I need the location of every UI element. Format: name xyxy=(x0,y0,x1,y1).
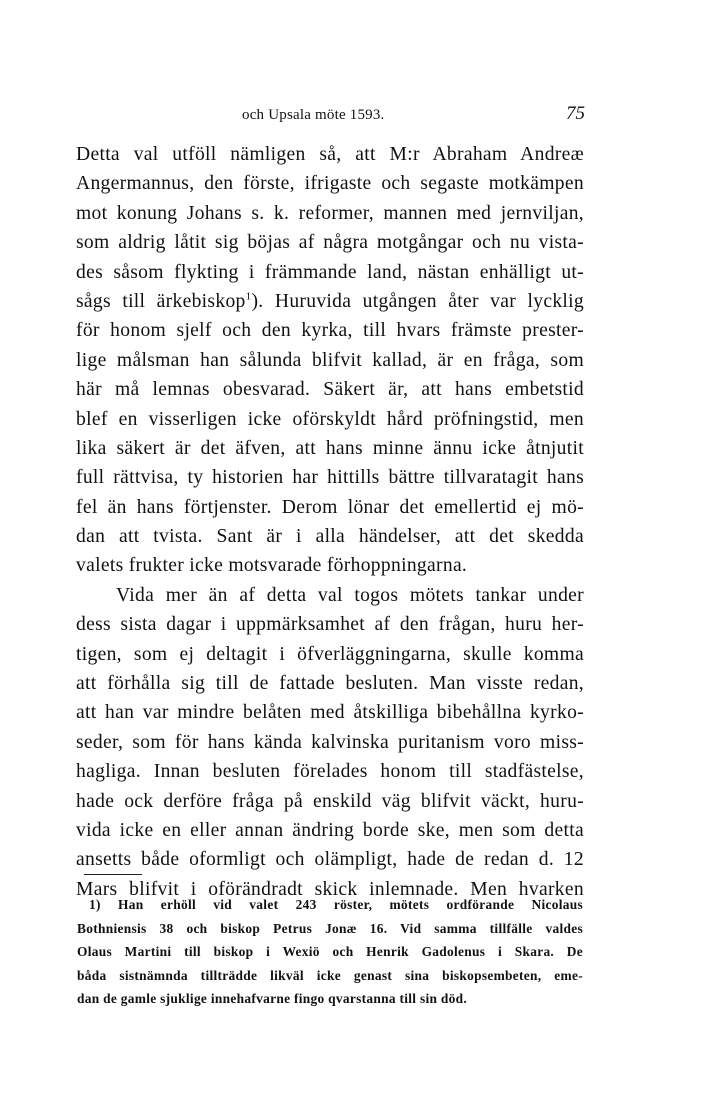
text-line: ansetts både oformligt och olämpligt, hade de redan d. 12 xyxy=(76,849,584,871)
text-line: seder, som för hans kända kalvinska puritanism voro miss- xyxy=(76,731,584,753)
footnote-line: dan de gamle sjuklige innehafvarne fingo qvarstanna till sin död. xyxy=(77,991,468,1006)
footnote-reference[interactable]: 1 xyxy=(245,290,252,303)
footnote-line: båda sistnämnda tillträdde likväl icke genast sina biskopsembeten, eme- xyxy=(77,967,583,983)
text-line: här må lemnas obesvarad. Säkert är, att hans embetstid xyxy=(76,379,584,401)
text-line: lika säkert är det äfven, att hans minne ännu icke åtnjutit xyxy=(76,437,584,459)
text-line: vida icke en eller annan ändring borde ske, men som detta xyxy=(76,819,584,841)
page-header xyxy=(76,101,584,131)
text-line: mot konung Johans s. k. reformer, mannen med jernviljan, xyxy=(76,202,584,224)
text-line: att förhålla sig till de fattade besluten. Man visste redan, xyxy=(76,673,584,695)
text-line: Mars blifvit i oförändradt skick inlemnade. Men hvarken xyxy=(76,878,584,900)
body-text xyxy=(76,140,584,904)
text-line: Vida mer än af detta val togos mötets tankar under xyxy=(116,584,584,606)
text-line: dess sista dagar i uppmärksamhet af den frågan, huru her- xyxy=(76,614,584,636)
text-line: hagliga. Innan besluten förelades honom till stadfästelse, xyxy=(76,761,584,783)
text-fragment: sågs till ärkebiskop xyxy=(76,290,246,312)
footnote-line: 1) Han erhöll vid valet 243 röster, mötets ordförande Nicolaus xyxy=(89,897,583,912)
text-line: des såsom flykting i främmande land, nästan enhälligt ut- xyxy=(76,261,584,283)
text-line: hade ock derföre fråga på enskild väg blifvit väckt, huru- xyxy=(76,790,584,812)
running-title: och Upsala möte 1593. xyxy=(242,107,385,123)
text-line: dan att tvista. Sant är i alla händelser, att det skedda xyxy=(76,526,584,548)
footnotes xyxy=(77,893,583,1011)
text-line: blef en visserligen icke oförskyldt hård pröfningstid, men xyxy=(76,408,584,430)
text-line: Detta val utföll nämligen så, att M:r Abraham Andreæ xyxy=(76,144,584,165)
text-line: valets frukter icke motsvarade förhoppningarna. xyxy=(76,555,468,577)
text-line: full rättvisa, ty historien har hittills bättre tillvaratagit hans xyxy=(76,467,584,489)
footnote-line: Bothniensis 38 och biskop Petrus Jonæ 16. Vid samma tillfälle valdes xyxy=(77,920,583,936)
text-fragment: ). Huruvida utgången åter var lycklig xyxy=(251,290,584,312)
page-number: 75 xyxy=(566,103,585,124)
text-line: som aldrig låtit sig böjas af några motgångar och nu vista- xyxy=(76,232,584,254)
text-line: lige målsman han sålunda blifvit kallad, är en fråga, som xyxy=(76,349,584,371)
text-line: att han var mindre belåten med åtskilliga bibehållna kyrko- xyxy=(76,702,584,724)
text-line: för honom sjelf och den kyrka, till hvars främste prester- xyxy=(76,320,584,342)
text-line: Angermannus, den förste, ifrigaste och segaste motkämpen xyxy=(76,173,584,195)
footnote-divider xyxy=(84,874,142,875)
text-line: fel än hans förtjenster. Derom lönar det emellertid ej mö- xyxy=(76,496,584,518)
text-line: tigen, som ej deltagit i öfverläggningarna, skulle komma xyxy=(76,643,584,665)
footnote-line: Olaus Martini till biskop i Wexiö och Henrik Gadolenus i Skara. De xyxy=(77,944,583,959)
text-line-with-footnote-ref xyxy=(76,287,584,316)
